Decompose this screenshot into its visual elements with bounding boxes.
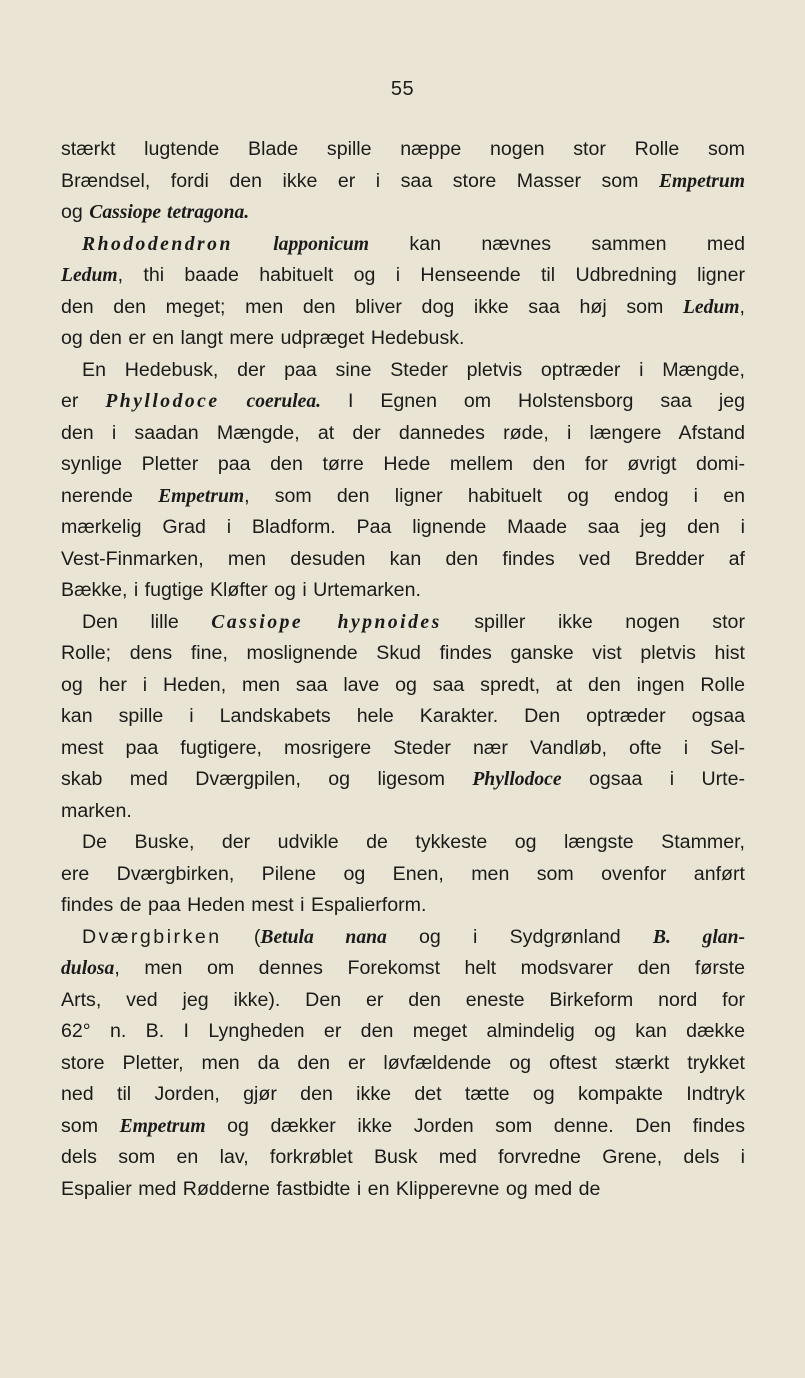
text-line: [61, 1142, 745, 1174]
text-line: [61, 922, 745, 954]
italic-term: Empetrum: [158, 485, 245, 507]
text-line: [61, 1048, 745, 1080]
text-line: [61, 229, 745, 261]
text-run: Arts, ved jeg ikke). Den er den eneste Birkeform nord for: [61, 988, 745, 1011]
italic-term: Cassiope hypnoides: [211, 611, 442, 633]
text-line: [61, 355, 745, 387]
text-run: store Pletter, men da den er løvfældende og oftest stærkt trykket: [61, 1051, 745, 1074]
italic-term: Ledum: [682, 296, 740, 318]
italic-term: Phyllodoce: [105, 391, 220, 412]
text-line: [61, 638, 745, 670]
text-line: [61, 701, 745, 733]
text-line: [61, 953, 745, 985]
text-line: [61, 985, 745, 1017]
text-line: [61, 733, 745, 765]
text-line: [61, 449, 745, 481]
text-line: [61, 323, 745, 355]
text-run: synlige Pletter paa den tørre Hede mellem den for øvrigt domi-: [61, 453, 745, 475]
text-run: , som den ligner habituelt og endog i en: [244, 484, 745, 507]
italic-term: lapponicum: [273, 233, 370, 255]
text-run: Espalier med Rødderne fastbidte i en Klipperevne og med de: [61, 1177, 601, 1200]
text-run: dels som en lav, forkrøblet Busk med forvredne Grene, dels i: [61, 1146, 745, 1168]
text-run: skab med Dværgpilen, og ligesom: [61, 768, 473, 790]
text-run: den den meget; men den bliver dog ikke saa høj som: [61, 295, 683, 318]
text-run: En Hedebusk, der paa sine Steder pletvis optræder i Mængde,: [82, 358, 745, 381]
text-line: [61, 544, 745, 576]
text-run: 62° n. B. I Lyngheden er den meget almindelig og kan dække: [61, 1020, 745, 1042]
text-run: som: [61, 1114, 120, 1137]
text-line: [61, 481, 745, 513]
text-run: marken.: [61, 799, 132, 822]
text-run: ned til Jorden, gjør den ikke det tætte og kompakte Indtryk: [61, 1083, 745, 1105]
italic-term: coerulea.: [246, 391, 322, 412]
text-run: Brændsel, fordi den ikke er i saa store Masser som: [61, 169, 659, 192]
text-run: , thi baade habituelt og i Henseende til Udbredning ligner: [117, 264, 745, 286]
text-run: og: [61, 201, 90, 223]
text-run: kan spille i Landskabets hele Karakter. Den optræder ogsaa: [61, 705, 745, 727]
text-run: De Buske, der udvikle de tykkeste og længste Stammer,: [82, 831, 745, 853]
text-run: spiller ikke nogen stor: [441, 610, 745, 633]
text-run: og den er en langt mere udpræget Hedebusk.: [61, 327, 465, 349]
text-run: (: [221, 925, 261, 948]
text-line: [61, 764, 745, 796]
text-line: [61, 1016, 745, 1048]
text-run: den i saadan Mængde, at der dannedes røde, i længere Afstand: [61, 421, 745, 444]
text-line: [61, 827, 745, 859]
text-run: Bække, i fugtige Kløfter og i Urtemarken.: [61, 579, 421, 601]
text-line: [61, 670, 745, 702]
text-run: ,: [739, 295, 745, 318]
text-line: [61, 292, 745, 324]
text-run: og her i Heden, men saa lave og saa spredt, at den ingen Rolle: [61, 673, 745, 696]
text-line: [61, 607, 745, 639]
italic-term: Phyllodoce: [472, 769, 562, 790]
text-line: [61, 418, 745, 450]
text-run: nerende: [61, 484, 159, 507]
text-run: og i Sydgrønland: [386, 925, 653, 948]
text-line: [61, 575, 745, 607]
italic-term: Empetrum: [658, 170, 745, 192]
text-run: er: [61, 390, 106, 412]
text-line: [61, 197, 745, 229]
text-run: mærkelig Grad i Bladform. Paa lignende Maade saa jeg den i: [61, 516, 745, 538]
text-run: I Egnen om Holstensborg saa jeg: [321, 390, 746, 412]
text-line: [61, 386, 745, 418]
text-line: [61, 890, 745, 922]
text-line: [61, 166, 745, 198]
text-line: [61, 1111, 745, 1143]
text-line: [61, 134, 745, 166]
text-run: ere Dværgbirken, Pilene og Enen, men som ovenfor anført: [61, 862, 745, 885]
text-line: [61, 260, 745, 292]
page-number: 55: [390, 78, 415, 100]
text-run: mest paa fugtigere, mosrigere Steder nær Vandløb, ofte i Sel-: [61, 736, 745, 759]
text-line: [61, 1174, 745, 1206]
text-run: kan nævnes sammen med: [369, 232, 745, 255]
text-run: findes de paa Heden mest i Espalierform.: [61, 894, 427, 916]
text-run: , men om dennes Forekomst helt modsvarer den første: [114, 957, 745, 979]
italic-term: Betula nana: [260, 926, 387, 948]
text-run: Rolle; dens fine, moslignende Skud findes ganske vist pletvis hist: [61, 642, 745, 664]
text-run: Den lille: [82, 610, 212, 633]
text-run: Dværgbirken: [82, 925, 222, 948]
italic-term: Empetrum: [119, 1115, 206, 1137]
text-line: [61, 512, 745, 544]
italic-term: dulosa: [61, 958, 115, 979]
italic-term: Ledum: [61, 265, 118, 286]
text-run: Vest-Finmarken, men desuden kan den findes ved Bredder af: [61, 547, 745, 570]
italic-term: Cassiope tetragona.: [89, 202, 250, 223]
text-run: stærkt lugtende Blade spille næppe nogen stor Rolle som: [61, 138, 745, 160]
text-run: ogsaa i Urte-: [561, 768, 745, 790]
body-text: [61, 134, 745, 1205]
text-line: [61, 1079, 745, 1111]
text-line: [61, 796, 745, 828]
italic-term: Rhododendron: [82, 233, 233, 255]
text-run: [220, 390, 247, 412]
text-run: [233, 233, 273, 255]
italic-term: B. glan-: [652, 926, 745, 948]
text-run: og dækker ikke Jorden som denne. Den findes: [205, 1114, 745, 1137]
text-line: [61, 859, 745, 891]
